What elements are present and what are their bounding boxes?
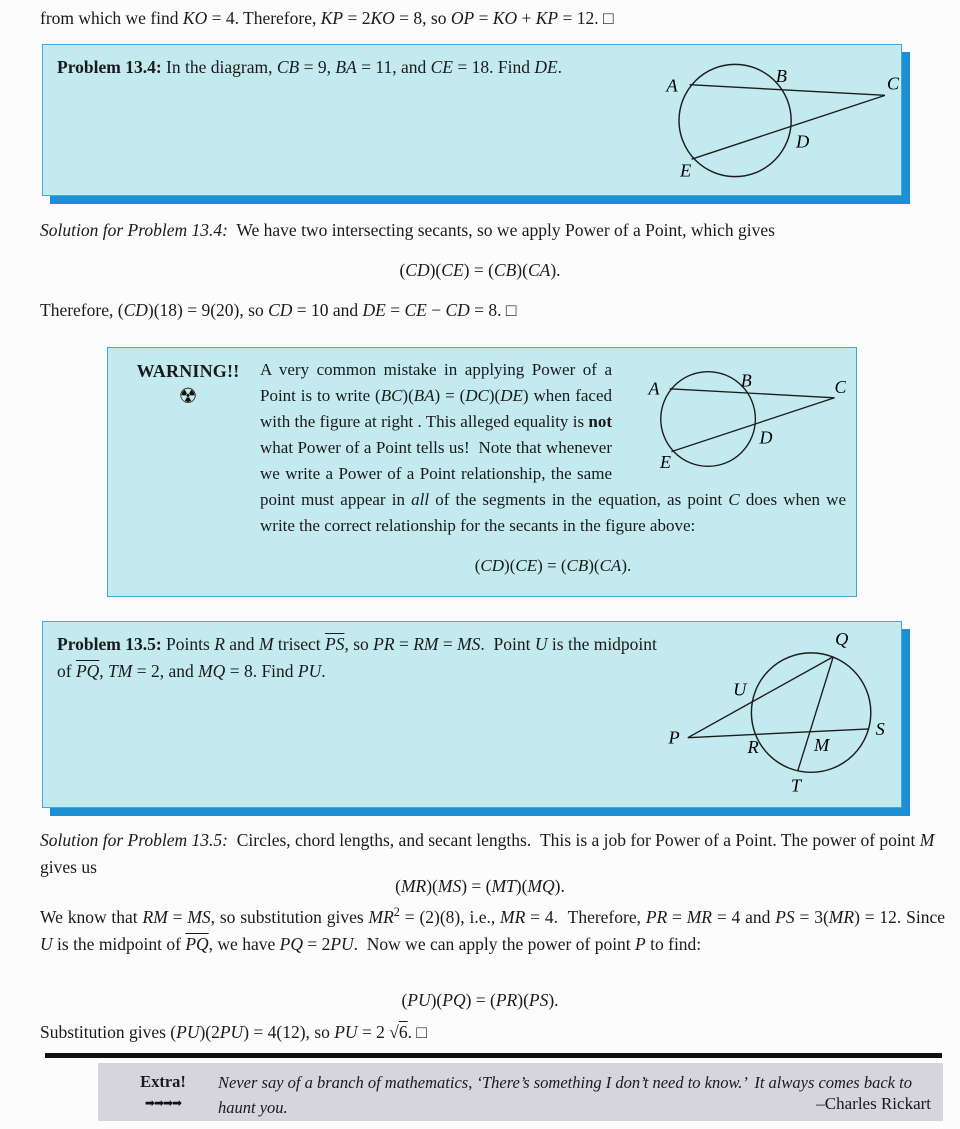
extra-attribution: –Charles Rickart: [816, 1094, 931, 1113]
warning-title: WARNING!!: [136, 361, 240, 381]
point-label-P: P: [668, 727, 680, 748]
problem-13-4-diagram: [635, 47, 899, 194]
warning-box: [107, 347, 857, 597]
problem-13-4-statement: In the diagram, CB = 9, BA = 11, and CE = 18. Find DE.: [161, 57, 563, 77]
extra-quote: [218, 1070, 931, 1116]
solution-13-5-lead: Solution for Problem 13.5: Circles, chord lengths, and secant lengths. This is a job for Power of a Point. The power of point M gives us: [40, 830, 935, 877]
point-label-A: A: [666, 75, 678, 96]
equation-power-of-point-P: (PU)(PQ) = (PR)(PS).: [401, 990, 559, 1010]
equation-power-of-point-C: (CD)(CE) = (CB)(CA).: [399, 260, 561, 280]
problem-13-5-box: [42, 621, 902, 808]
point-label-B: B: [740, 370, 752, 391]
warning-equation: (CD)(CE) = (CB)(CA).: [474, 556, 632, 575]
problem-13-5-diagram: [654, 624, 895, 807]
warning-body: A very common mistake in applying Power of a Point is to write (BC)(BA) = (DC)(DE) when faced with the figure at right . This alleged equality is not what Power of a Point tells us! Note that whenever we write a Power of a Point relationship, the same point must appear in all of the segments in the equation, as point C does when we write the correct relationship for the secants in the figure above:: [260, 360, 846, 535]
point-label-B: B: [775, 65, 787, 86]
point-label-E: E: [659, 451, 671, 472]
warning-label-column: [118, 358, 258, 407]
solution-13-5-body: We know that RM = MS, so substitution gives $MR^2 = (2)(8)$, i.e., MR = 4. Therefore, PR = MR = 4 and PS = 3(MR) = 12. Since U is the midpoint of $\overline{PQ}$, we have PQ = 2PU. Now we can apply the power of point P to find:: [40, 905, 945, 954]
problem-13-5-label: Problem 13.5:: [57, 634, 162, 654]
point-label-U: U: [733, 679, 747, 700]
problem-13-4-text: [57, 54, 612, 81]
circle-shape: [679, 64, 791, 176]
point-label-S: S: [875, 718, 885, 739]
secant-line-ABC: [670, 389, 835, 398]
problem-13-4-box: [42, 44, 902, 196]
problem-13-5-statement: Points R and M trisect $\overline{PS}$, so PR = RM = MS. Point U is the midpoint of $\overline{PQ}$, TM = 2, and MQ = 8. Find PU.: [57, 634, 657, 681]
secant-line-PRMS: [688, 729, 869, 738]
point-label-E: E: [679, 160, 692, 181]
point-label-Q: Q: [835, 629, 849, 650]
extra-arrows-icon: ➡➡➡➡: [144, 1096, 182, 1110]
warning-content: [260, 357, 846, 579]
solution-13-4-conclusion: Therefore, (CD)(18) = 9(20), so CD = 10 and DE = CE − CD = 8. □: [40, 300, 517, 320]
extra-title: Extra!: [140, 1072, 186, 1091]
solution-13-4-lead: Solution for Problem 13.4: We have two intersecting secants, so we apply Power of a Point, which gives: [40, 220, 775, 240]
point-label-T: T: [790, 775, 802, 796]
equation-power-of-point-M: (MR)(MS) = (MT)(MQ).: [395, 876, 565, 896]
point-label-D: D: [796, 131, 810, 152]
problem-13-5-text: [57, 631, 657, 685]
extra-label-column: [108, 1070, 218, 1116]
point-label-C: C: [834, 376, 846, 397]
extra-box: [98, 1063, 943, 1121]
circle-shape: [751, 653, 870, 772]
point-label-M: M: [813, 735, 830, 756]
problem-13-4-label: Problem 13.4:: [57, 57, 162, 77]
warning-diagram: [624, 357, 846, 481]
point-label-D: D: [759, 427, 773, 448]
extra-quote-text: Never say of a branch of mathematics, ‘There’s something I don’t need to know.’ It always comes back to haunt you.: [218, 1073, 912, 1117]
secant-line-ABC: [690, 85, 885, 96]
radiation-icon: ☢: [178, 384, 198, 408]
point-label-R: R: [747, 737, 759, 758]
solution-13-5-conclusion: Substitution gives (PU)(2PU) = 4(12), so PU = 2 √6. □: [40, 1022, 427, 1042]
point-label-C: C: [886, 73, 899, 94]
point-label-A: A: [648, 378, 660, 399]
intro-paragraph: from which we find KO = 4. Therefore, KP = 2KO = 8, so OP = KO + KP = 12. □: [40, 8, 614, 28]
divider-rule: [45, 1053, 942, 1058]
